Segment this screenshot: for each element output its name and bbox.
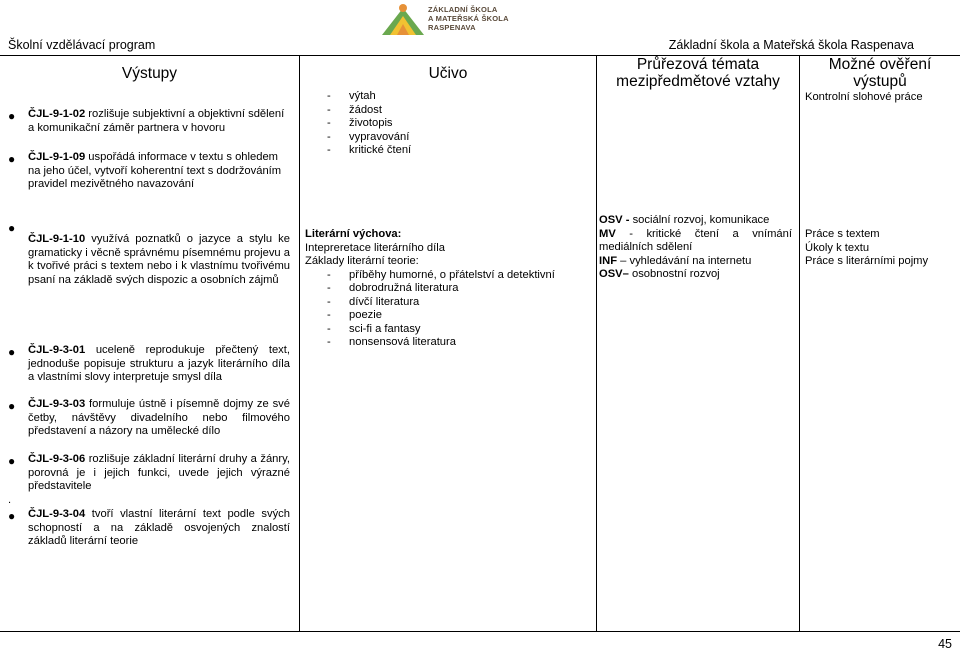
column-header-line: výstupů: [853, 73, 907, 90]
ucivo-list: [327, 90, 587, 158]
output-code: ČJL-9-1-10: [28, 233, 86, 245]
output-code: ČJL-9-1-09: [28, 151, 86, 163]
column-header-prurezova: [597, 56, 799, 90]
ucivo-line: Základy literární teorie:: [305, 255, 419, 267]
prurezova-tag: OSV -: [599, 214, 630, 226]
output-code: ČJL-9-1-02: [28, 108, 86, 120]
overeni-line: Úkoly k textu: [805, 241, 870, 254]
list-item: - dobrodružná literatura: [327, 282, 590, 296]
prurezova-item: [599, 228, 792, 255]
ucivo-title: Literární výchova:: [305, 228, 402, 240]
overeni-line: Práce s textem: [805, 228, 880, 240]
ucivo-line: Intepreretace literárního díla: [305, 241, 445, 254]
list-item: - příběhy humorné, o přátelství a detektivní: [327, 269, 590, 283]
school-logo-icon: [380, 2, 426, 36]
logo-line: RASPENAVA: [428, 23, 476, 32]
bullet-icon: ●: [8, 152, 16, 166]
list-item: - výtah: [327, 90, 587, 104]
list-item: - dívčí literatura: [327, 296, 590, 310]
output-item: [28, 508, 290, 549]
logo-text: [428, 5, 509, 32]
column-header-line: mezipředmětové vztahy: [616, 73, 780, 90]
overeni-line: Práce s literárními pojmy: [805, 255, 929, 267]
header-program-title: Školní vzdělávací program: [8, 38, 156, 52]
column-header-ucivo: Učivo: [428, 65, 468, 82]
prurezova-tag: MV: [599, 227, 616, 240]
output-text: formuluje ústně i písemně dojmy ze své četby, návštěvy divadelního nebo filmového představení a názory na umělecké dílo: [28, 398, 290, 437]
prurezova-text: - kritické čtení a vnímání mediálních sdělení: [599, 227, 792, 253]
output-item: [28, 344, 290, 385]
output-code: ČJL-9-3-06: [28, 453, 86, 465]
prurezova-tag: INF: [599, 254, 618, 267]
ucivo-list: [305, 269, 590, 350]
output-text: rozlišuje základní literární druhy a žánry, porovná je i jejich funkci, uvede jejich výrazné představitele: [28, 453, 290, 492]
header-school-name: Základní škola a Mateřská škola Raspenava: [668, 38, 914, 52]
column-divider: [299, 55, 300, 632]
column-header-overeni: [800, 56, 960, 90]
prurezova-block: [599, 214, 792, 282]
list-item: - poezie: [327, 309, 590, 323]
stray-dot: .: [8, 494, 12, 506]
list-item: - nonsensová literatura: [327, 336, 590, 350]
output-item: [28, 233, 290, 287]
logo-line: A MATEŘSKÁ ŠKOLA: [428, 14, 509, 23]
prurezova-text: osobnostní rozvoj: [628, 268, 720, 280]
prurezova-text: – vyhledávání na internetu: [617, 254, 752, 267]
output-item: [28, 108, 290, 135]
output-text: rozlišuje subjektivní a objektivní sdělení a komunikační záměr partnera v hovoru: [28, 108, 285, 134]
list-item: - sci-fi a fantasy: [327, 323, 590, 337]
column-header-line: Možné ověření: [828, 56, 932, 73]
overeni-block: [805, 228, 957, 269]
column-divider: [799, 55, 800, 632]
output-text: uspořádá informace v textu s ohledem na jeho účel, vytvoří koherentní text s dodržováním pravidel mezivětného navazování: [28, 151, 282, 190]
column-header-vystupy: Výstupy: [121, 65, 178, 82]
logo-line: ZÁKLADNÍ ŠKOLA: [428, 5, 498, 14]
output-text: využívá poznatků o jazyce a stylu ke gramaticky i věcně správnému písemnému projevu a k tvořivé práci s textem nebo i k vlastnímu tvořivému psaní na základě svých dispozic a osobních zájmů: [28, 233, 290, 286]
bullet-icon: ●: [8, 221, 16, 235]
list-item: - vypravování: [327, 131, 587, 145]
prurezova-item: [599, 255, 792, 269]
prurezova-item: [599, 214, 792, 228]
output-item: [28, 453, 290, 494]
output-item: [28, 151, 290, 192]
output-code: ČJL-9-3-04: [28, 508, 86, 520]
bullet-icon: ●: [8, 345, 16, 359]
overeni-text: Kontrolní slohové práce: [805, 91, 923, 103]
output-text: uceleně reprodukuje přečtený text, jednoduše popisuje strukturu a jazyk literárního díla a vlastními slovy interpretuje smysl díla: [28, 344, 290, 383]
list-item: - žádost: [327, 104, 587, 118]
school-logo: [380, 2, 520, 38]
list-item: - kritické čtení: [327, 144, 587, 158]
column-header-line: Průřezová témata: [636, 56, 760, 73]
bullet-icon: ●: [8, 509, 16, 523]
table-bottom-border: [0, 631, 960, 632]
list-item: - životopis: [327, 117, 587, 131]
ucivo-block: [305, 228, 590, 350]
bullet-icon: ●: [8, 109, 16, 123]
output-item: [28, 398, 290, 439]
output-code: ČJL-9-3-03: [28, 398, 86, 410]
prurezova-item: [599, 268, 792, 282]
bullet-icon: ●: [8, 399, 16, 413]
output-text: tvoří vlastní literární text podle svých schopností a na základě osvojených znalostí základů literární teorie: [28, 508, 290, 547]
page-number: 45: [938, 637, 952, 651]
column-divider: [596, 55, 597, 632]
output-code: ČJL-9-3-01: [28, 344, 86, 356]
prurezova-text: sociální rozvoj, komunikace: [629, 214, 770, 226]
prurezova-tag: OSV–: [599, 268, 629, 280]
bullet-icon: ●: [8, 454, 16, 468]
